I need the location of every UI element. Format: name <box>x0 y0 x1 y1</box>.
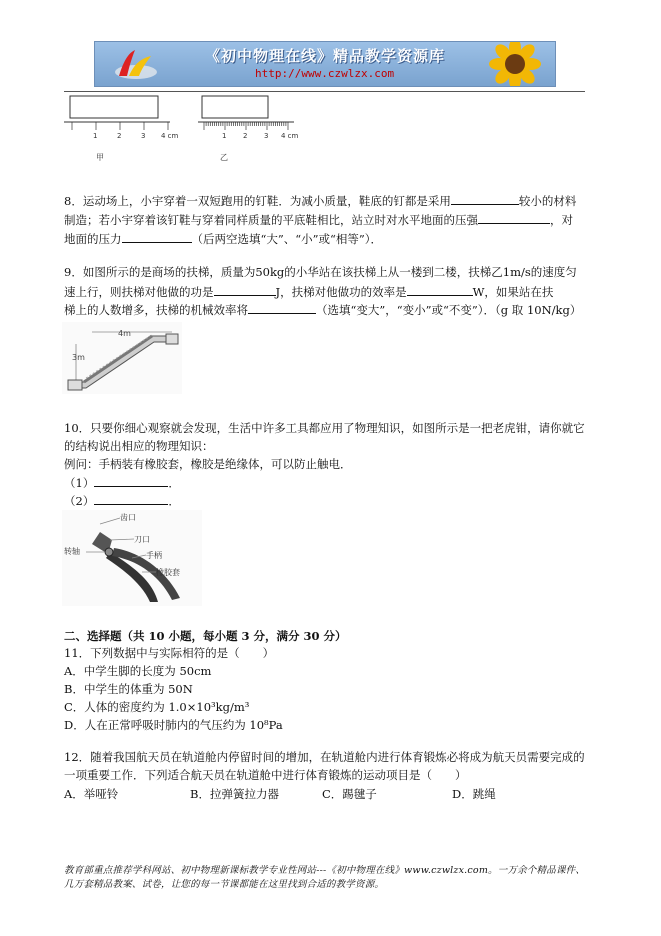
sunflower-icon <box>485 41 545 87</box>
pliers-label-pivot: 转轴 <box>64 547 80 556</box>
q10-blank-2[interactable] <box>94 492 168 505</box>
q9-line3: 梯上的人数增多，扶梯的机械效率将 （选填“变大”，“变小”或“不变”）．（g 取 10N/kg） <box>64 303 582 317</box>
q9-blank-1[interactable] <box>214 283 276 296</box>
header-banner <box>94 41 556 87</box>
ruler-b-tick-label: 3 <box>264 132 269 140</box>
section-title: 二、选择题（共 10 小题，每小题 3 分，满分 30 分） <box>64 629 347 643</box>
q10-blank-1[interactable] <box>94 474 168 487</box>
q9-line2: 速上行，则扶梯对他做的功是 J，扶梯对他做功的效率是 W，如果站在扶 <box>64 285 554 299</box>
q8-blank-3[interactable] <box>122 230 192 243</box>
footer-line2: 几万套精品教案、试卷，让您的每一节课都能在这里找到合适的教学资源。 <box>64 879 385 890</box>
q9-blank-3[interactable] <box>248 301 316 314</box>
q9-blank-2[interactable] <box>407 283 473 296</box>
q10-line2: 的结构说出相应的物理知识： <box>64 439 214 453</box>
ruler-a-tick-label: 3 <box>141 132 146 140</box>
ruler-b <box>198 96 294 122</box>
q9-line1: 9．如图所示的是商场的扶梯，质量为50kg的小华站在该扶梯上从一楼到二楼，扶梯乙1m/s的速度匀 <box>64 265 577 279</box>
q11-stem: 11．下列数据中与实际相符的是（ ） <box>64 646 275 660</box>
q10-line1: 10．只要你细心观察就会发现，生活中许多工具都应用了物理知识，如图所示是一把老虎钳，请你就它 <box>64 421 585 435</box>
ruler-b-label: 乙 <box>220 153 228 162</box>
ruler-a-label: 甲 <box>96 153 104 162</box>
q12-option-b[interactable]: B．拉弹簧拉力器 <box>190 787 279 801</box>
q8-blank-2[interactable] <box>478 211 550 224</box>
ruler-a-tick-label: 1 <box>93 132 98 140</box>
q12-line1: 12．随着我国航天员在轨道舱内停留时间的增加，在轨道舱内进行体育锻炼必将成为航天员需要完成的 <box>64 750 585 764</box>
q11-option-c[interactable]: C．人体的密度约为 1.0×10³kg/m³ <box>64 700 250 714</box>
pliers-label-blade: 刀口 <box>134 535 150 544</box>
ruler-b-tick-label: 2 <box>243 132 248 140</box>
q12-option-a[interactable]: A．举哑铃 <box>64 787 119 801</box>
escalator-height-label: 3m <box>72 353 85 362</box>
pliers-label-handle: 手柄 <box>146 551 162 560</box>
q8-blank-1[interactable] <box>451 192 519 205</box>
site-logo-icon <box>113 48 159 82</box>
ruler-a-tick-label: 2 <box>117 132 122 140</box>
q12-option-d[interactable]: D．跳绳 <box>452 787 496 801</box>
rulers-figure <box>62 92 302 164</box>
ruler-b-tick-label: 1 <box>222 132 227 140</box>
pliers-figure <box>62 510 202 606</box>
ruler-b-tick-label: 4 cm <box>281 132 299 140</box>
q11-option-d[interactable]: D．人在正常呼吸时肺内的气压约为 10⁸Pa <box>64 718 283 732</box>
pliers-label-teeth: 齿口 <box>120 513 136 522</box>
q10-example: 例问：手柄装有橡胶套，橡胶是绝缘体，可以防止触电． <box>64 457 352 471</box>
banner-url: http://www.czwlzx.com <box>255 67 395 80</box>
q12-option-c[interactable]: C．踢毽子 <box>322 787 377 801</box>
q8-line3: 地面的压力 （后两空选填“大”、“小”或“相等”）． <box>64 232 383 246</box>
q8-line2: 制造；若小宇穿着该钉鞋与穿着同样质量的平底鞋相比，站立时对水平地面的压强 ，对 <box>64 213 573 227</box>
q8-line1: 8．运动场上，小宇穿着一双短跑用的钉鞋．为减小质量，鞋底的钉都是采用 较小的材料 <box>64 194 577 208</box>
escalator-length-label: 4m <box>118 329 131 338</box>
q11-option-a[interactable]: A．中学生脚的长度为 50cm <box>64 664 212 678</box>
q10-answer-2: （2） ． <box>64 494 180 508</box>
q12-line2: 一项重要工作．下列适合航天员在轨道舱中进行体育锻炼的运动项目是（ ） <box>64 768 467 782</box>
pliers-label-rubber: 橡胶套 <box>156 568 180 577</box>
ruler-a <box>64 96 170 122</box>
escalator-figure <box>62 322 182 394</box>
banner-title: 《初中物理在线》精品教学资源库 <box>205 47 446 65</box>
q10-answer-1: （1） ． <box>64 476 180 490</box>
q11-option-b[interactable]: B．中学生的体重为 50N <box>64 682 193 696</box>
ruler-a-tick-label: 4 cm <box>161 132 179 140</box>
footer-line1: 教育部重点推荐学科网站、初中物理新课标教学专业性网站---《初中物理在线》www.czwlzx.com。一万余个精品课件、 <box>64 865 586 876</box>
